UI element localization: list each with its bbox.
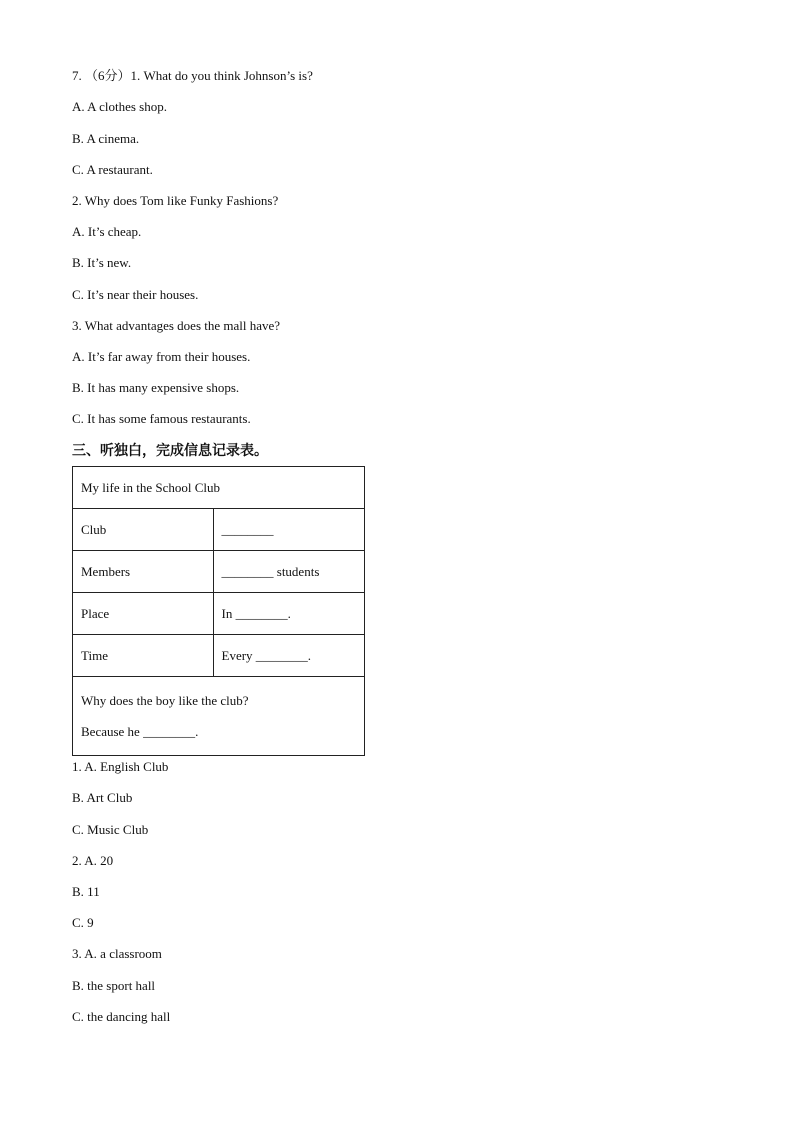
option-2c: C. It’s near their houses. [72, 287, 199, 302]
option-2a: A. It’s cheap. [72, 224, 142, 239]
s3-option-1c: C. Music Club [72, 822, 149, 837]
info-record-table [72, 466, 365, 756]
question-3: 3. What advantages does the mall have? [72, 318, 281, 333]
s3-option-3a: 3. A. a classroom [72, 946, 162, 961]
table-row [73, 551, 365, 593]
why-cell [73, 677, 365, 756]
section-3-heading: 三、听独白，完成信息记录表。 [72, 443, 268, 459]
question-7-intro: 7. （6分）1. What do you think Johnson’s is? [72, 68, 313, 83]
why-question: Why does the boy like the club? [81, 693, 249, 708]
s3-option-2c: C. 9 [72, 915, 94, 930]
option-3c: C. It has some famous restaurants. [72, 411, 251, 426]
option-3b: B. It has many expensive shops. [72, 380, 240, 395]
row-label-time: Time [73, 635, 214, 677]
row-blank-place: In ________. [213, 593, 364, 635]
s3-option-3b: B. the sport hall [72, 978, 156, 993]
option-1a: A. A clothes shop. [72, 99, 167, 114]
row-label-members: Members [73, 551, 214, 593]
table-title: My life in the School Club [73, 467, 365, 509]
row-blank-members: ________ students [213, 551, 364, 593]
s3-option-2a: 2. A. 20 [72, 853, 114, 868]
row-blank-time: Every ________. [213, 635, 364, 677]
question-2: 2. Why does Tom like Funky Fashions? [72, 193, 279, 208]
why-answer: Because he ________. [81, 724, 199, 739]
option-1b: B. A cinema. [72, 131, 140, 146]
s3-option-3c: C. the dancing hall [72, 1009, 171, 1024]
table-row [73, 635, 365, 677]
option-2b: B. It’s new. [72, 255, 132, 270]
row-blank-club: ________ [213, 509, 364, 551]
table-row [73, 593, 365, 635]
s3-option-1a: 1. A. English Club [72, 759, 169, 774]
table-row [73, 509, 365, 551]
s3-option-2b: B. 11 [72, 884, 100, 899]
row-label-place: Place [73, 593, 214, 635]
s3-option-1b: B. Art Club [72, 790, 133, 805]
row-label-club: Club [73, 509, 214, 551]
option-1c: C. A restaurant. [72, 162, 153, 177]
option-3a: A. It’s far away from their houses. [72, 349, 251, 364]
table-title-row [73, 467, 365, 509]
table-why-row [73, 677, 365, 756]
